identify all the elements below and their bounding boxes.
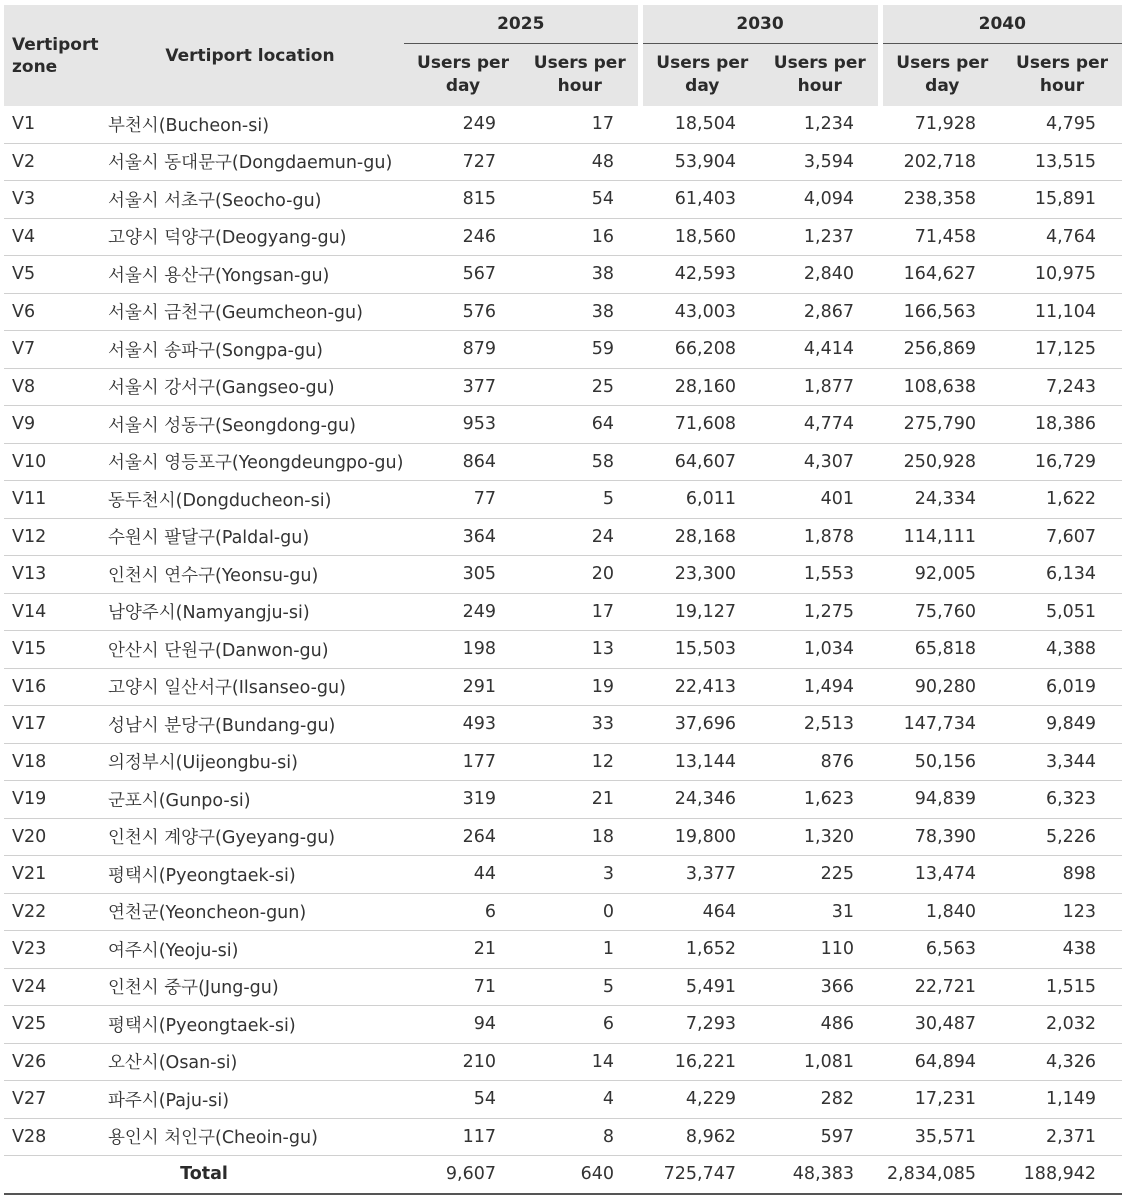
- table-row: [4, 818, 1122, 856]
- cell-location: 인천시 연수구(Yeonsu-gu): [96, 556, 404, 594]
- cell-2025-users-per-hour: 5: [522, 481, 640, 519]
- cell-2025-users-per-hour: 24: [522, 518, 640, 556]
- cell-2025-users-per-day: 54: [404, 1081, 522, 1119]
- cell-2040-users-per-day: 24,334: [880, 481, 1002, 519]
- cell-zone: V3: [4, 181, 96, 219]
- table-row: [4, 893, 1122, 931]
- cell-2040-users-per-hour: 16,729: [1002, 443, 1122, 481]
- table-row: [4, 593, 1122, 631]
- cell-location: 연천군(Yeoncheon-gun): [96, 893, 404, 931]
- cell-2025-users-per-hour: 19: [522, 668, 640, 706]
- cell-zone: V11: [4, 481, 96, 519]
- cell-2030-users-per-hour: 1,878: [762, 518, 880, 556]
- cell-2025-users-per-hour: 3: [522, 856, 640, 894]
- cell-2030-users-per-day: 13,144: [640, 743, 762, 781]
- cell-zone: V28: [4, 1118, 96, 1156]
- cell-2025-users-per-day: 198: [404, 631, 522, 669]
- cell-2040-users-per-day: 275,790: [880, 406, 1002, 444]
- cell-zone: V23: [4, 931, 96, 969]
- cell-2040-users-per-day: 22,721: [880, 968, 1002, 1006]
- cell-2030-users-per-day: 28,168: [640, 518, 762, 556]
- cell-2040-users-per-day: 256,869: [880, 331, 1002, 369]
- cell-zone: V21: [4, 856, 96, 894]
- cell-location: 고양시 덕양구(Deogyang-gu): [96, 218, 404, 256]
- cell-2030-users-per-day: 19,800: [640, 818, 762, 856]
- cell-2025-users-per-day: 117: [404, 1118, 522, 1156]
- cell-2030-users-per-day: 18,560: [640, 218, 762, 256]
- cell-2040-users-per-hour: 4,326: [1002, 1043, 1122, 1081]
- table-row: [4, 406, 1122, 444]
- cell-zone: V24: [4, 968, 96, 1006]
- cell-zone: V9: [4, 406, 96, 444]
- cell-2025-users-per-hour: 33: [522, 706, 640, 744]
- cell-zone: V4: [4, 218, 96, 256]
- cell-2030-users-per-hour: 401: [762, 481, 880, 519]
- cell-2030-users-per-day: 18,504: [640, 106, 762, 143]
- header-2030-users-per-hour: Users per hour: [762, 44, 880, 107]
- cell-location: 용인시 처인구(Cheoin-gu): [96, 1118, 404, 1156]
- cell-2030-users-per-day: 66,208: [640, 331, 762, 369]
- cell-2040-users-per-day: 92,005: [880, 556, 1002, 594]
- cell-2030-users-per-day: 28,160: [640, 368, 762, 406]
- table-row: [4, 443, 1122, 481]
- cell-2030-users-per-hour: 1,275: [762, 593, 880, 631]
- cell-zone: V19: [4, 781, 96, 819]
- table-row-total: [4, 1156, 1122, 1194]
- cell-2030-users-per-day: 37,696: [640, 706, 762, 744]
- cell-zone: V16: [4, 668, 96, 706]
- cell-2025-users-per-hour: 59: [522, 331, 640, 369]
- total-2025-users-per-hour: 640: [522, 1156, 640, 1194]
- header-2040-users-per-hour: Users per hour: [1002, 44, 1122, 107]
- cell-2030-users-per-day: 64,607: [640, 443, 762, 481]
- cell-2030-users-per-hour: 2,867: [762, 293, 880, 331]
- cell-zone: V12: [4, 518, 96, 556]
- cell-zone: V18: [4, 743, 96, 781]
- header-2025-users-per-day: Users per day: [404, 44, 522, 107]
- cell-2025-users-per-hour: 6: [522, 1006, 640, 1044]
- cell-2040-users-per-hour: 6,323: [1002, 781, 1122, 819]
- cell-2025-users-per-hour: 64: [522, 406, 640, 444]
- cell-2025-users-per-day: 305: [404, 556, 522, 594]
- cell-zone: V2: [4, 143, 96, 181]
- cell-2030-users-per-hour: 1,234: [762, 106, 880, 143]
- cell-location: 오산시(Osan-si): [96, 1043, 404, 1081]
- cell-2025-users-per-day: 249: [404, 106, 522, 143]
- cell-2030-users-per-hour: 4,414: [762, 331, 880, 369]
- cell-location: 부천시(Bucheon-si): [96, 106, 404, 143]
- cell-2040-users-per-day: 90,280: [880, 668, 1002, 706]
- cell-2040-users-per-day: 50,156: [880, 743, 1002, 781]
- cell-2025-users-per-day: 815: [404, 181, 522, 219]
- table-row: [4, 106, 1122, 143]
- table-row: [4, 218, 1122, 256]
- cell-zone: V8: [4, 368, 96, 406]
- cell-2025-users-per-day: 246: [404, 218, 522, 256]
- cell-zone: V10: [4, 443, 96, 481]
- vertiport-demand-table: [4, 5, 1122, 1195]
- total-2040-users-per-day: 2,834,085: [880, 1156, 1002, 1194]
- cell-2030-users-per-hour: 1,877: [762, 368, 880, 406]
- table-row: [4, 1118, 1122, 1156]
- table-row: [4, 481, 1122, 519]
- cell-2030-users-per-hour: 1,237: [762, 218, 880, 256]
- cell-2025-users-per-hour: 8: [522, 1118, 640, 1156]
- cell-location: 평택시(Pyeongtaek-si): [96, 856, 404, 894]
- cell-2040-users-per-day: 166,563: [880, 293, 1002, 331]
- cell-2030-users-per-day: 5,491: [640, 968, 762, 1006]
- cell-2040-users-per-day: 71,458: [880, 218, 1002, 256]
- cell-location: 동두천시(Dongducheon-si): [96, 481, 404, 519]
- cell-2025-users-per-day: 177: [404, 743, 522, 781]
- header-year-2025: 2025: [404, 5, 640, 44]
- cell-location: 서울시 용산구(Yongsan-gu): [96, 256, 404, 294]
- cell-location: 서울시 영등포구(Yeongdeungpo-gu): [96, 443, 404, 481]
- cell-2025-users-per-day: 953: [404, 406, 522, 444]
- header-year-2040: 2040: [880, 5, 1122, 44]
- table-row: [4, 1043, 1122, 1081]
- cell-zone: V17: [4, 706, 96, 744]
- cell-2025-users-per-day: 567: [404, 256, 522, 294]
- table-row: [4, 743, 1122, 781]
- cell-2025-users-per-hour: 16: [522, 218, 640, 256]
- header-2030-users-per-day: Users per day: [640, 44, 762, 107]
- total-label: Total: [4, 1156, 404, 1194]
- cell-2025-users-per-hour: 58: [522, 443, 640, 481]
- cell-2030-users-per-day: 16,221: [640, 1043, 762, 1081]
- table-row: [4, 181, 1122, 219]
- cell-zone: V26: [4, 1043, 96, 1081]
- cell-2030-users-per-day: 61,403: [640, 181, 762, 219]
- header-year-2030: 2030: [640, 5, 880, 44]
- cell-location: 파주시(Paju-si): [96, 1081, 404, 1119]
- header-location: Vertiport location: [96, 5, 404, 106]
- table-body: [4, 106, 1122, 1194]
- cell-2030-users-per-hour: 225: [762, 856, 880, 894]
- cell-2030-users-per-hour: 31: [762, 893, 880, 931]
- cell-2040-users-per-day: 78,390: [880, 818, 1002, 856]
- cell-2040-users-per-hour: 10,975: [1002, 256, 1122, 294]
- cell-2040-users-per-day: 71,928: [880, 106, 1002, 143]
- cell-2030-users-per-hour: 282: [762, 1081, 880, 1119]
- total-2025-users-per-day: 9,607: [404, 1156, 522, 1194]
- cell-2040-users-per-day: 6,563: [880, 931, 1002, 969]
- cell-2040-users-per-hour: 4,764: [1002, 218, 1122, 256]
- table-row: [4, 256, 1122, 294]
- cell-2030-users-per-hour: 597: [762, 1118, 880, 1156]
- cell-location: 안산시 단원구(Danwon-gu): [96, 631, 404, 669]
- cell-2025-users-per-day: 727: [404, 143, 522, 181]
- cell-location: 서울시 송파구(Songpa-gu): [96, 331, 404, 369]
- cell-2040-users-per-day: 250,928: [880, 443, 1002, 481]
- cell-2030-users-per-day: 7,293: [640, 1006, 762, 1044]
- cell-2025-users-per-hour: 0: [522, 893, 640, 931]
- cell-2040-users-per-hour: 1,149: [1002, 1081, 1122, 1119]
- table-row: [4, 668, 1122, 706]
- cell-zone: V6: [4, 293, 96, 331]
- cell-2040-users-per-day: 17,231: [880, 1081, 1002, 1119]
- cell-zone: V5: [4, 256, 96, 294]
- cell-location: 여주시(Yeoju-si): [96, 931, 404, 969]
- cell-2025-users-per-hour: 13: [522, 631, 640, 669]
- cell-2025-users-per-day: 6: [404, 893, 522, 931]
- cell-2030-users-per-hour: 366: [762, 968, 880, 1006]
- cell-2040-users-per-day: 1,840: [880, 893, 1002, 931]
- table-header: [4, 5, 1122, 106]
- cell-2030-users-per-hour: 1,623: [762, 781, 880, 819]
- cell-2040-users-per-day: 164,627: [880, 256, 1002, 294]
- cell-2030-users-per-hour: 486: [762, 1006, 880, 1044]
- cell-2030-users-per-hour: 2,840: [762, 256, 880, 294]
- cell-2040-users-per-day: 108,638: [880, 368, 1002, 406]
- cell-2030-users-per-day: 23,300: [640, 556, 762, 594]
- cell-zone: V14: [4, 593, 96, 631]
- cell-2025-users-per-day: 319: [404, 781, 522, 819]
- cell-2040-users-per-hour: 18,386: [1002, 406, 1122, 444]
- cell-zone: V25: [4, 1006, 96, 1044]
- table-row: [4, 518, 1122, 556]
- cell-location: 서울시 서초구(Seocho-gu): [96, 181, 404, 219]
- cell-location: 인천시 중구(Jung-gu): [96, 968, 404, 1006]
- cell-2040-users-per-hour: 7,243: [1002, 368, 1122, 406]
- cell-2025-users-per-day: 94: [404, 1006, 522, 1044]
- cell-2025-users-per-day: 377: [404, 368, 522, 406]
- cell-2040-users-per-hour: 898: [1002, 856, 1122, 894]
- cell-2025-users-per-day: 879: [404, 331, 522, 369]
- cell-2030-users-per-day: 71,608: [640, 406, 762, 444]
- cell-2030-users-per-hour: 1,553: [762, 556, 880, 594]
- total-2030-users-per-day: 725,747: [640, 1156, 762, 1194]
- cell-location: 서울시 금천구(Geumcheon-gu): [96, 293, 404, 331]
- header-2040-users-per-day: Users per day: [880, 44, 1002, 107]
- cell-2040-users-per-hour: 13,515: [1002, 143, 1122, 181]
- cell-2025-users-per-hour: 21: [522, 781, 640, 819]
- cell-2030-users-per-hour: 1,320: [762, 818, 880, 856]
- cell-location: 평택시(Pyeongtaek-si): [96, 1006, 404, 1044]
- cell-2040-users-per-day: 35,571: [880, 1118, 1002, 1156]
- cell-2040-users-per-hour: 123: [1002, 893, 1122, 931]
- cell-2025-users-per-day: 576: [404, 293, 522, 331]
- cell-2040-users-per-hour: 438: [1002, 931, 1122, 969]
- cell-2040-users-per-hour: 5,226: [1002, 818, 1122, 856]
- cell-2040-users-per-hour: 1,622: [1002, 481, 1122, 519]
- cell-2030-users-per-day: 19,127: [640, 593, 762, 631]
- cell-2025-users-per-day: 364: [404, 518, 522, 556]
- cell-2030-users-per-hour: 1,081: [762, 1043, 880, 1081]
- cell-2030-users-per-day: 15,503: [640, 631, 762, 669]
- cell-2025-users-per-hour: 14: [522, 1043, 640, 1081]
- table-row: [4, 1081, 1122, 1119]
- cell-location: 서울시 성동구(Seongdong-gu): [96, 406, 404, 444]
- cell-2040-users-per-hour: 3,344: [1002, 743, 1122, 781]
- cell-2030-users-per-day: 4,229: [640, 1081, 762, 1119]
- cell-2025-users-per-hour: 17: [522, 593, 640, 631]
- header-2025-users-per-hour: Users per hour: [522, 44, 640, 107]
- cell-2040-users-per-day: 65,818: [880, 631, 1002, 669]
- vertiport-demand-table-container: [4, 5, 1122, 1195]
- cell-2030-users-per-hour: 2,513: [762, 706, 880, 744]
- cell-2025-users-per-hour: 20: [522, 556, 640, 594]
- cell-2040-users-per-day: 30,487: [880, 1006, 1002, 1044]
- cell-2025-users-per-hour: 18: [522, 818, 640, 856]
- table-row: [4, 631, 1122, 669]
- cell-2030-users-per-hour: 1,494: [762, 668, 880, 706]
- cell-2040-users-per-hour: 2,371: [1002, 1118, 1122, 1156]
- cell-2040-users-per-hour: 4,795: [1002, 106, 1122, 143]
- cell-2030-users-per-day: 464: [640, 893, 762, 931]
- table-row: [4, 931, 1122, 969]
- cell-zone: V22: [4, 893, 96, 931]
- table-row: [4, 781, 1122, 819]
- cell-2025-users-per-hour: 38: [522, 293, 640, 331]
- cell-location: 남양주시(Namyangju-si): [96, 593, 404, 631]
- cell-location: 서울시 강서구(Gangseo-gu): [96, 368, 404, 406]
- cell-zone: V20: [4, 818, 96, 856]
- cell-2040-users-per-day: 13,474: [880, 856, 1002, 894]
- cell-location: 군포시(Gunpo-si): [96, 781, 404, 819]
- cell-zone: V15: [4, 631, 96, 669]
- cell-2025-users-per-day: 71: [404, 968, 522, 1006]
- cell-2025-users-per-day: 77: [404, 481, 522, 519]
- table-row: [4, 856, 1122, 894]
- cell-2025-users-per-hour: 54: [522, 181, 640, 219]
- cell-2040-users-per-hour: 4,388: [1002, 631, 1122, 669]
- cell-2025-users-per-hour: 5: [522, 968, 640, 1006]
- cell-2030-users-per-hour: 4,094: [762, 181, 880, 219]
- cell-2025-users-per-day: 864: [404, 443, 522, 481]
- cell-2030-users-per-day: 53,904: [640, 143, 762, 181]
- header-zone: Vertiport zone: [4, 5, 96, 106]
- table-row: [4, 1006, 1122, 1044]
- cell-2040-users-per-day: 238,358: [880, 181, 1002, 219]
- cell-zone: V7: [4, 331, 96, 369]
- cell-2040-users-per-hour: 1,515: [1002, 968, 1122, 1006]
- table-row: [4, 968, 1122, 1006]
- table-row: [4, 706, 1122, 744]
- table-row: [4, 368, 1122, 406]
- cell-location: 서울시 동대문구(Dongdaemun-gu): [96, 143, 404, 181]
- cell-2030-users-per-hour: 4,774: [762, 406, 880, 444]
- cell-zone: V1: [4, 106, 96, 143]
- cell-2030-users-per-day: 3,377: [640, 856, 762, 894]
- cell-2040-users-per-hour: 11,104: [1002, 293, 1122, 331]
- cell-2030-users-per-hour: 876: [762, 743, 880, 781]
- cell-2025-users-per-day: 21: [404, 931, 522, 969]
- table-row: [4, 143, 1122, 181]
- cell-2040-users-per-day: 114,111: [880, 518, 1002, 556]
- cell-2025-users-per-day: 210: [404, 1043, 522, 1081]
- cell-2030-users-per-hour: 4,307: [762, 443, 880, 481]
- total-2030-users-per-hour: 48,383: [762, 1156, 880, 1194]
- total-2040-users-per-hour: 188,942: [1002, 1156, 1122, 1194]
- cell-2040-users-per-day: 94,839: [880, 781, 1002, 819]
- table-row: [4, 293, 1122, 331]
- cell-2025-users-per-hour: 17: [522, 106, 640, 143]
- table-row: [4, 331, 1122, 369]
- cell-2040-users-per-hour: 5,051: [1002, 593, 1122, 631]
- cell-2025-users-per-hour: 38: [522, 256, 640, 294]
- cell-2030-users-per-day: 1,652: [640, 931, 762, 969]
- cell-2040-users-per-hour: 6,019: [1002, 668, 1122, 706]
- cell-2025-users-per-hour: 25: [522, 368, 640, 406]
- cell-2040-users-per-hour: 17,125: [1002, 331, 1122, 369]
- cell-2025-users-per-day: 291: [404, 668, 522, 706]
- cell-2030-users-per-day: 24,346: [640, 781, 762, 819]
- cell-2030-users-per-day: 6,011: [640, 481, 762, 519]
- cell-2025-users-per-hour: 4: [522, 1081, 640, 1119]
- cell-2030-users-per-day: 8,962: [640, 1118, 762, 1156]
- cell-2025-users-per-hour: 48: [522, 143, 640, 181]
- cell-location: 수원시 팔달구(Paldal-gu): [96, 518, 404, 556]
- cell-2040-users-per-hour: 9,849: [1002, 706, 1122, 744]
- cell-2025-users-per-day: 264: [404, 818, 522, 856]
- cell-2040-users-per-hour: 7,607: [1002, 518, 1122, 556]
- cell-2040-users-per-hour: 6,134: [1002, 556, 1122, 594]
- cell-2030-users-per-hour: 1,034: [762, 631, 880, 669]
- cell-2030-users-per-day: 42,593: [640, 256, 762, 294]
- cell-location: 인천시 계양구(Gyeyang-gu): [96, 818, 404, 856]
- cell-2025-users-per-day: 249: [404, 593, 522, 631]
- cell-zone: V13: [4, 556, 96, 594]
- cell-location: 성남시 분당구(Bundang-gu): [96, 706, 404, 744]
- cell-2030-users-per-day: 22,413: [640, 668, 762, 706]
- table-row: [4, 556, 1122, 594]
- cell-2040-users-per-hour: 15,891: [1002, 181, 1122, 219]
- cell-2040-users-per-day: 64,894: [880, 1043, 1002, 1081]
- cell-2025-users-per-day: 493: [404, 706, 522, 744]
- cell-2040-users-per-day: 202,718: [880, 143, 1002, 181]
- cell-2025-users-per-hour: 12: [522, 743, 640, 781]
- cell-2030-users-per-hour: 3,594: [762, 143, 880, 181]
- cell-location: 의정부시(Uijeongbu-si): [96, 743, 404, 781]
- cell-2025-users-per-hour: 1: [522, 931, 640, 969]
- cell-2025-users-per-day: 44: [404, 856, 522, 894]
- cell-zone: V27: [4, 1081, 96, 1119]
- cell-2040-users-per-hour: 2,032: [1002, 1006, 1122, 1044]
- cell-2040-users-per-day: 75,760: [880, 593, 1002, 631]
- cell-2030-users-per-hour: 110: [762, 931, 880, 969]
- cell-2040-users-per-day: 147,734: [880, 706, 1002, 744]
- cell-2030-users-per-day: 43,003: [640, 293, 762, 331]
- cell-location: 고양시 일산서구(Ilsanseo-gu): [96, 668, 404, 706]
